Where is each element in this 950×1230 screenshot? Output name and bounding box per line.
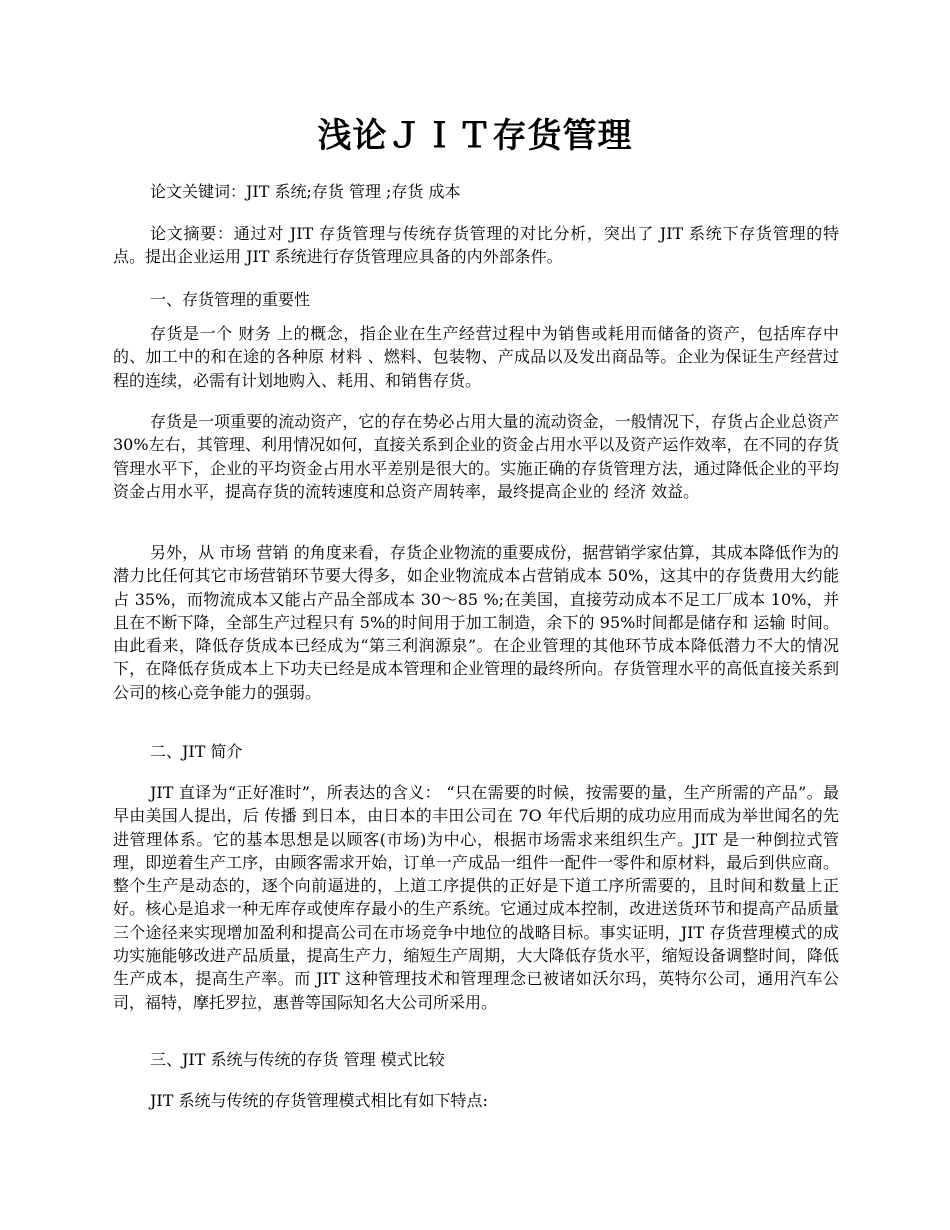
section2-heading: 二、JIT 简介 (150, 742, 243, 761)
section1-paragraph-2: 存货是一项重要的流动资产，它的存在势必占用大量的流动资金，一般情况下，存货占企业总资产 30%左右，其管理、利用情况如何，直接关系到企业的资金占用水平以及资产运作效率，在不同的存货管理水平下，企业的平均资金占用水平差别是很大的。实施正确的存货管理方法，通过降低企业的平均资金占用水平，提高存货的流转速度和总资产周转率，最终提高企业的 经济 效益。 (113, 412, 839, 501)
section1-paragraph-3: 另外，从 市场 营销 的角度来看，存货企业物流的重要成份，据营销学家估算，其成本降低作为的潜力比任何其它市场营销环节要大得多，如企业物流成本占营销成本 50%，这其中的存货费用大约能占 35%，而物流成本又能占产品全部成本 30～85 %;在美国，直接劳动成本不足工厂成本 10%，并且在不断下降，全部生产过程只有 5%的时间用于加工制造，余下的 95%时间都是储存和 运输 时间。由此看来，降低存货成本已经成为“第三利润源泉”。在企业管理的其他环节成本降低潜力不大的情况下，在降低存货成本上下功夫已经是成本管理和企业管理的最终所向。存货管理水平的高低直接关系到公司的核心竞争能力的强弱。 (113, 543, 839, 702)
document-title: 浅论ＪＩＴ存货管理 (317, 116, 633, 156)
section2-paragraph-1: JIT 直译为“正好准时”，所表达的含义： “只在需要的时候，按需要的量，生产所需的产品”。最早由美国人提出，后 传播 到日本，由日本的丰田公司在 7O 年代后期的成功应用而成为举世闻名的先进管理体系。它的基本思想是以顾客(市场)为中心，根据市场需求来组织生产。JIT 是一种倒拉式管理，即逆着生产工序，由顾客需求开始，订单一产成品一组件一配件一零件和原材料，最后到供应商。整个生产是动态的，逐个向前逼进的，上道工序提供的正好是下道工序所需要的，且时间和数量上正好。核心是追求一种无库存或使库存最小的生产系统。它通过成本控制，改进送货环节和提高产品质量三个途径来实现增加盈利和提高公司在市场竞争中地位的战略目标。事实证明，JIT 存货营理模式的成功实施能够改进产品质量，提高生产力，缩短生产周期，大大降低存货水平，缩短设备调整时间，降低生产成本，提高生产率。而 JIT 这种管理技术和管理理念已被诸如沃尔玛，英特尔公司，通用汽车公司，福特，摩托罗拉，惠普等国际知名大公司所采用。 (113, 783, 839, 1012)
section3-paragraph-1: JIT 系统与传统的存货管理模式相比有如下特点: (150, 1091, 488, 1110)
section1-heading: 一、存货管理的重要性 (150, 290, 311, 309)
abstract-paragraph: 论文摘要：通过对 JIT 存货管理与传统存货管理的对比分析，突出了 JIT 系统下存货管理的特点。提出企业运用 JIT 系统进行存货管理应具备的内外部条件。 (113, 224, 839, 267)
section3-heading: 三、JIT 系统与传统的存货 管理 模式比较 (150, 1050, 445, 1069)
section1-paragraph-1: 存货是一个 财务 上的概念，指企业在生产经营过程中为销售或耗用而储备的资产，包括库存中的、加工中的和在途的各种原 材料 、燃料、包装物、产成品以及发出商品等。企业为保证生产经营过程的连续，必需有计划地购入、耗用、和销售存货。 (113, 324, 839, 390)
keywords-line: 论文关键词：JIT 系统;存货 管理 ;存货 成本 (150, 182, 461, 201)
